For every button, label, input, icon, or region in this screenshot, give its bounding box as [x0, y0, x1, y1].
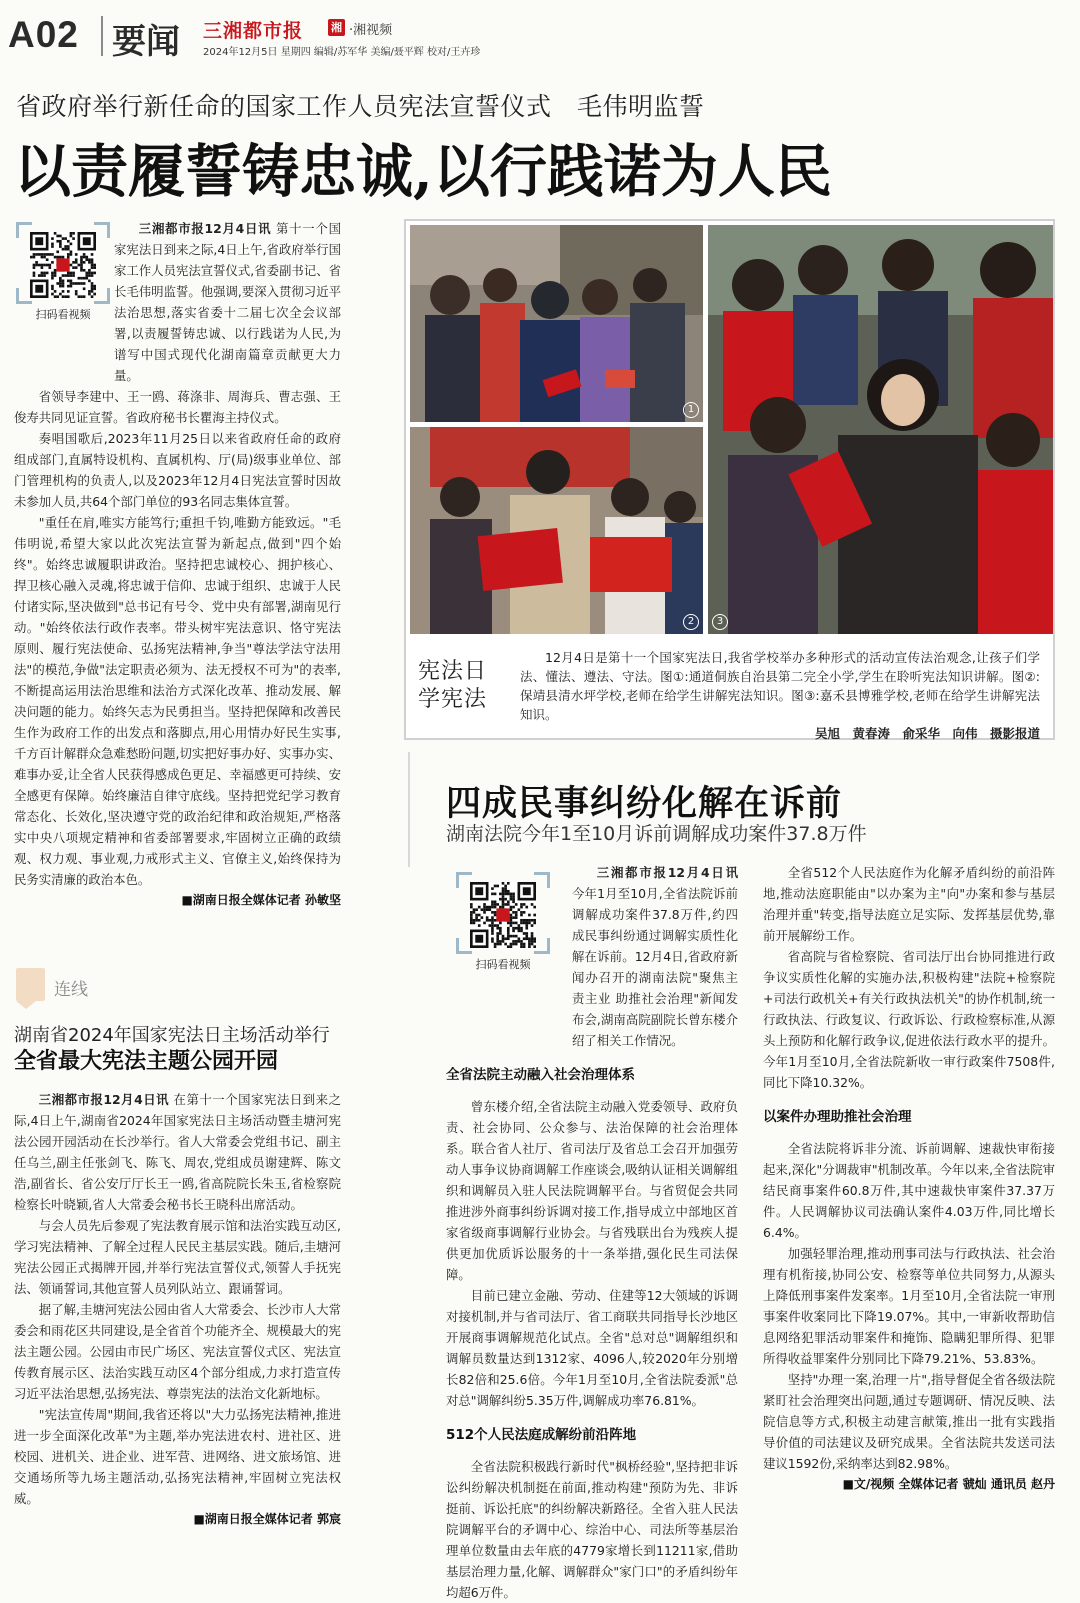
mediation-p8: 加强轻罪治理,推动刑事司法与行政执法、社会治理有机衔接,协同公安、检察等单位共同努力,从源头上降低刑事案件发案率。1月至10月,全省法院一审刑事案件收案同比下降19.07%。其中,一审新收帮助信息网络犯罪活动罪案件和掩饰、隐瞒犯罪所得、犯罪所得收益罪案件分别同比下降79.21%、53.83%。	[763, 1246, 1055, 1366]
photo-number-3: 3	[712, 614, 728, 630]
lianxian-p2: 与会人员先后参观了宪法教育展示馆和法治实践互动区,学习宪法精神、了解全过程人民民主基层实践。随后,圭塘河宪法公园正式揭牌开园,并举行宪法宣誓仪式,领誓人手抚宪法、领诵誓词,其他宣誓人员列队站立、跟诵誓词。	[14, 1218, 341, 1296]
masthead-divider	[101, 16, 103, 56]
lianxian-p4: "宪法宣传周"期间,我省还将以"大力弘扬宪法精神,推进进一步全面深化改革"为主题,举办宪法进农村、进社区、进校园、进机关、进企业、进军营、进网络、进文旅场馆、进交通场所等九场主题活动,弘扬宪法精神,牢固树立宪法权威。	[14, 1407, 341, 1506]
mediation-p1: 今年1月至10月,全省法院诉前调解成功案件37.8万件,约四成民事纠纷通过调解实质性化解在诉前。12月4日,省政府新闻办召开的湖南法院"聚焦主责主业 助推社会治理"新闻发布会,湖南高院副院长曾东楼介绍了相关工作情况。	[572, 886, 738, 1048]
mediation-p2: 曾东楼介绍,全省法院主动融入党委领导、政府负责、社会协同、公众参与、法治保障的社会治理体系。联合省人社厅、省司法厅及省总工会召开加强劳动人事争议协商调解工作座谈会,吸纳认证相关调解组织和调解员入驻人民法院调解平台。与省贸促会共同推进涉外商事纠纷诉调对接工作,指导成立中部地区首家省级商事调解行业协会。与省残联出台为残疾人提供更加优质诉讼服务的十一条举措,强化民生司法保障。	[446, 1099, 738, 1282]
lead-dateline: 三湘都市报12月4日讯	[138, 221, 272, 236]
lead-article	[14, 218, 341, 911]
video-logo-icon: 湘	[328, 19, 345, 36]
mediation-p4: 全省法院积极践行新时代"枫桥经验",坚持把非诉讼纠纷解决机制挺在前面,推动构建"预防为先、非诉挺前、诉讼托底"的纠纷解决新路径。全省入驻人民法院调解平台的矛调中心、综治中心、司法所等基层治理单位数量由去年底的4779家增长到11211家,借助基层治理力量,化解、调解群众"家门口"的矛盾纠纷年均超6万件。	[446, 1459, 738, 1600]
video-logo-text: ·湘视频	[349, 23, 393, 38]
masthead-meta: 2024年12月5日 星期四 编辑/苏军华 美编/聂平辉 校对/王卉珍	[203, 47, 481, 58]
mediation-subhead-3: 以案件办理助推社会治理	[763, 1109, 912, 1125]
caption-text: 12月4日是第十一个国家宪法日,我省学校举办多种形式的活动宣传法治观念,让孩子们学法、懂法、遵法、守法。图①:通道侗族自治县第二完全小学,学生在聆听宪法知识讲解。图②:保靖县清水坪学校,老师在给学生讲解宪法知识。图③:嘉禾县博雅学校,老师在给学生讲解宪法知识。 吴旭 黄春涛 俞采华 向伟 摄影报道	[520, 650, 1040, 741]
section-name: 要闻	[112, 22, 180, 62]
photo-number-2: 2	[683, 614, 699, 630]
photo-3	[708, 225, 1053, 634]
page-number: A02	[8, 14, 79, 55]
lianxian-title: 湖南省2024年国家宪法日主场活动举行	[14, 1025, 330, 1046]
lead-p1: 第十一个国家宪法日到来之际,4日上午,省政府举行国家工作人员宪法宣誓仪式,省委副书记、省长毛伟明监誓。他强调,要深入贯彻习近平法治思想,落实省委十二届七次全会议部署,以责履誓铸忠诚、以行践诺为人民,为谱写中国式现代化湖南篇章贡献更大力量。	[114, 221, 341, 383]
mediation-p9: 坚持"办理一案,治理一片",指导督促全省各级法院紧盯社会治理突出问题,通过专题调研、情况反映、法院信息等方式,积极主动建言献策,推出一批有实践指导价值的司法建议及研究成果。全省法院共发送司法建议1592份,采纳率达到82.98%。	[763, 1372, 1055, 1471]
lead-p2: 省领导李建中、王一鸥、蒋涤非、周海兵、曹志强、王俊寿共同见证宣誓。省政府秘书长瞿海主持仪式。	[14, 389, 341, 425]
lianxian-quote-icon	[16, 968, 45, 1001]
mediation-p6: 省高院与省检察院、省司法厅出台协同推进行政争议实质性化解的实施办法,积极构建"法院+检察院+司法行政机关+有关行政执法机关"的协作机制,统一行政执法、行政复议、行政诉讼、行政检察标准,从源头上预防和化解行政争议,促进依法行政水平的提升。今年1月至10月,全省法院新收一审行政案件7508件,同比下降10.32%。	[763, 949, 1055, 1090]
lianxian-byline: ■湖南日报全媒体记者 郭宸	[193, 1512, 341, 1526]
mediation-p3: 目前已建立金融、劳动、住建等12大领域的诉调对接机制,并与省司法厅、省工商联共同指导长沙地区开展商事调解规范化试点。全省"总对总"调解组织和调解员数量达到1312家、4096人,较2020年分别增长82倍和25.6倍。今年1月至10月,全省法院委派"总对总"调解纠纷5.35万件,调解成功率76.81%。	[446, 1288, 738, 1408]
mediation-subtitle: 湖南法院今年1至10月诉前调解成功案件37.8万件	[446, 823, 867, 845]
mediation-p5: 全省512个人民法庭作为化解矛盾纠纷的前沿阵地,推动法庭职能由"以办案为主"向"办案和参与基层治理并重"转变,指导法庭立足实际、发挥基层优势,靠前开展解纷工作。	[763, 865, 1055, 943]
lead-headline: 以责履誓铸忠诚,以行践诺为人民	[14, 138, 832, 205]
lianxian-dateline: 三湘都市报12月4日讯	[38, 1092, 170, 1107]
mediation-col-2	[763, 862, 1055, 1495]
mediation-subhead-2: 512个人民法庭成解纷前沿阵地	[446, 1427, 637, 1443]
lianxian-label: 连线	[54, 980, 88, 1000]
newspaper-name: 三湘都市报	[203, 20, 304, 42]
mediation-p7: 全省法院将诉非分流、诉前调解、速裁快审衔接起来,深化"分调裁审"机制改革。今年以来,全省法院审结民商事案件60.8万件,其中速裁快审案件37.37万件。人民调解协议司法确认案件4.03万件,同比增长6.4%。	[763, 1141, 1055, 1240]
mediation-byline: ■文/视频 全媒体记者 虢灿 通讯员 赵丹	[842, 1477, 1055, 1491]
lead-byline: ■湖南日报全媒体记者 孙敏坚	[181, 893, 341, 907]
photo-1	[410, 225, 703, 422]
photo-credits: 吴旭 黄春涛 俞采华 向伟 摄影报道	[814, 726, 1040, 741]
lianxian-headline: 全省最大宪法主题公园开园	[14, 1049, 279, 1074]
qr-label: 扫码看视频	[475, 958, 531, 971]
lianxian-p1: 在第十一个国家宪法日到来之际,4日上午,湖南省2024年国家宪法日主场活动暨圭塘河宪法公园开园活动在长沙举行。省人大常委会党组书记、副主任乌兰,副主任张剑飞、陈飞、周农,党组成员谢建辉、陈文浩,副省长、省公安厅厅长王一鸥,省高院院长朱玉,省检察院检察长叶晓颖,省人大常委会秘书长王晓科出席活动。	[14, 1092, 341, 1212]
lead-p4: "重任在肩,唯实方能笃行;重担千钧,唯勤方能致远。"毛伟明说,希望大家以此次宪法宣誓为新起点,做到"四个始终"。始终忠诚履职讲政治。坚持把忠诚校心、拥护核心、捍卫核心融入灵魂,将忠诚于信仰、忠诚于组织、忠诚于人民付诸实际,坚决做到"总书记有号令、党中央有部署,湖南见行动。"始终依法行政作表率。带头树牢宪法意识、恪守宪法原则、履行宪法使命、弘扬宪法精神,争当"尊法学法守法用法"的模范,争做"法定职责必须为、法无授权不可为"的表率,不断提高运用法治思维和法治方式深化改革、推动发展、解决问题的能力。始终矢志为民勇担当。坚持把保障和改善民生作为政府工作的出发点和落脚点,用心用情办好民生实事,千方百计解群众急难愁盼问题,切实把好事办好、实事办实、难事办妥,让全省人民获得感成色更足、幸福感更可持续、安全感更有保障。始终廉洁自律守底线。坚持把党纪学习教育常态化、长效化,坚决遵守党的政治纪律和政治规矩,严格落实中央八项规定精神和省委部署要求,牢固树立正确的政绩观、权力观、事业观,力戒形式主义、官僚主义,始终保持为民务实清廉的政治本色。	[14, 515, 341, 887]
lianxian-p3: 据了解,圭塘河宪法公园由省人大常委会、长沙市人大常委会和雨花区共同建设,是全省首个功能齐全、规模最大的宪法主题公园。公园由市民广场区、宪法宣誓仪式区、宪法宣传教育展示区、法治实践互动区4个部分组成,力求打造宣传习近平法治思想,弘扬宪法、尊崇宪法的法治文化新地标。	[14, 1302, 341, 1401]
caption-title: 宪法日 学宪法	[418, 659, 488, 712]
photo-panel	[404, 219, 1055, 740]
mediation-col-1	[446, 862, 738, 1603]
mediation-dateline: 三湘都市报12月4日讯	[596, 865, 738, 880]
mediation-subhead-1: 全省法院主动融入社会治理体系	[446, 1067, 635, 1083]
lianxian-article	[14, 1089, 341, 1530]
lead-kicker: 省政府举行新任命的国家工作人员宪法宣誓仪式 毛伟明监誓	[16, 92, 705, 121]
lead-p3: 奏唱国歌后,2023年11月25日以来省政府任命的政府组成部门,直属特设机构、直属机构、厅(局)级事业单位、部门管理机构的负责人,以及2023年12月4日宪法宣誓时因故未参加人员,共64个部门单位的93名同志集体宣誓。	[14, 431, 341, 509]
qr-label: 扫码看视频	[35, 308, 91, 321]
mediation-headline: 四成民事纠纷化解在诉前	[446, 783, 843, 824]
photo-number-1: 1	[683, 402, 699, 418]
photo-2	[410, 427, 703, 634]
column-rule	[408, 752, 410, 867]
